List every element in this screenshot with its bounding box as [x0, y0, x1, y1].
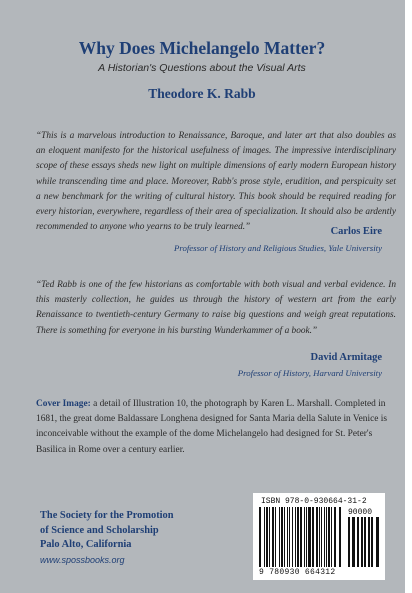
barcode-bar — [279, 507, 280, 567]
barcode-bar — [348, 517, 350, 567]
barcode-digits: 9 780930 664312 — [259, 568, 336, 577]
barcode-bar — [331, 507, 332, 567]
barcode-bar — [376, 517, 379, 567]
book-author: Theodore K. Rabb — [148, 86, 256, 101]
barcode-bar — [295, 507, 296, 567]
barcode-bar — [321, 507, 322, 567]
barcode-addon-digits: 90000 — [348, 508, 373, 517]
barcode-bar — [259, 507, 261, 567]
endorser-name-1: Carlos Eire — [330, 226, 382, 237]
barcode-bar — [352, 517, 355, 567]
isbn-label: ISBN 978-0-930664-31-2 — [261, 497, 367, 506]
barcode-bar — [368, 517, 370, 567]
barcode-bar — [289, 507, 290, 567]
barcode-bar — [306, 507, 307, 567]
publisher-line-2: of Science and Scholarship — [40, 524, 159, 536]
endorsement-quote-1: “This is a marvelous introduction to Renaissance, Baroque, and later art that also doubles as an eloquent manifesto for the historical usefulness of images. The impressive interdisciplinary scope of these essays sheds new light on multiple dimensions of early modern European history while transcending time and place. Moreover, Rabb's prose style, erudition, and perspicuity set a new benchmark for the writing of cultural history. This book should be required reading for every historian, everywhere, regardless of their area of specialization. It should also be ardently recommended to anyone who yearns to be truly learned.” — [36, 131, 396, 233]
barcode-bar — [324, 507, 325, 567]
barcode-bar — [334, 507, 336, 567]
barcode-bar — [266, 507, 268, 567]
isbn-barcode — [253, 493, 385, 580]
barcode-bar — [339, 507, 341, 567]
barcode-bar — [371, 517, 373, 567]
barcode-bar — [300, 507, 302, 567]
barcode-bar — [364, 517, 366, 567]
barcode-bar — [326, 507, 327, 567]
publisher-website: www.spossbooks.org — [40, 555, 125, 565]
page-edge — [405, 0, 412, 593]
publisher-line-1: The Society for the Promotion — [40, 510, 174, 521]
barcode-bar — [275, 507, 276, 567]
endorser-title-1: Professor of History and Religious Studies, Yale University — [173, 243, 382, 253]
book-subtitle: A Historian's Questions about the Visual Arts — [98, 62, 306, 74]
barcode-bars — [259, 507, 343, 567]
cover-image-note — [36, 397, 398, 458]
cover-image-label: Cover Image: — [36, 399, 91, 409]
barcode-bar — [284, 507, 285, 567]
barcode-bar — [281, 507, 283, 567]
barcode-bar — [328, 507, 330, 567]
barcode-addon-bars — [348, 517, 379, 567]
barcode-bar — [287, 507, 288, 567]
barcode-bar — [308, 507, 311, 567]
barcode-bar — [269, 507, 270, 567]
barcode-bar — [312, 507, 314, 567]
barcode-bar — [272, 507, 274, 567]
barcode-bar — [357, 517, 359, 567]
barcode-bar — [297, 507, 299, 567]
barcode-bar — [361, 517, 363, 567]
cover-image-text: a detail of Illustration 10, the photograph by Karen L. Marshall. Completed in 1681, the great dome Baldassare Longhena designed for Santa Maria della Salute in Venice is inconceivable without the example of the dome Michelangelo had designed for St. Peter's Basilica in Rome over a century earlier. — [36, 399, 388, 455]
barcode-bar — [304, 507, 305, 567]
endorser-title-2: Professor of History, Harvard University — [237, 368, 382, 378]
barcode-bar — [319, 507, 320, 567]
barcode-bar — [264, 507, 265, 567]
barcode-bar — [292, 507, 293, 567]
endorser-name-2: David Armitage — [310, 352, 382, 363]
publisher-info — [40, 509, 174, 553]
publisher-line-3: Palo Alto, California — [40, 539, 132, 551]
barcode-bar — [316, 507, 318, 567]
endorsement-quote-2: “Ted Rabb is one of the few historians as comfortable with both visual and verbal evidence. In this masterly collection, he guides us through the history of western art from the early Renaissance to twentieth-century Germany to raise big questions and weigh great reputations. There is something for everyone in his bursting Wunderkammer of a book.” — [36, 280, 396, 336]
book-title: Why Does Michelangelo Matter? — [78, 38, 326, 58]
